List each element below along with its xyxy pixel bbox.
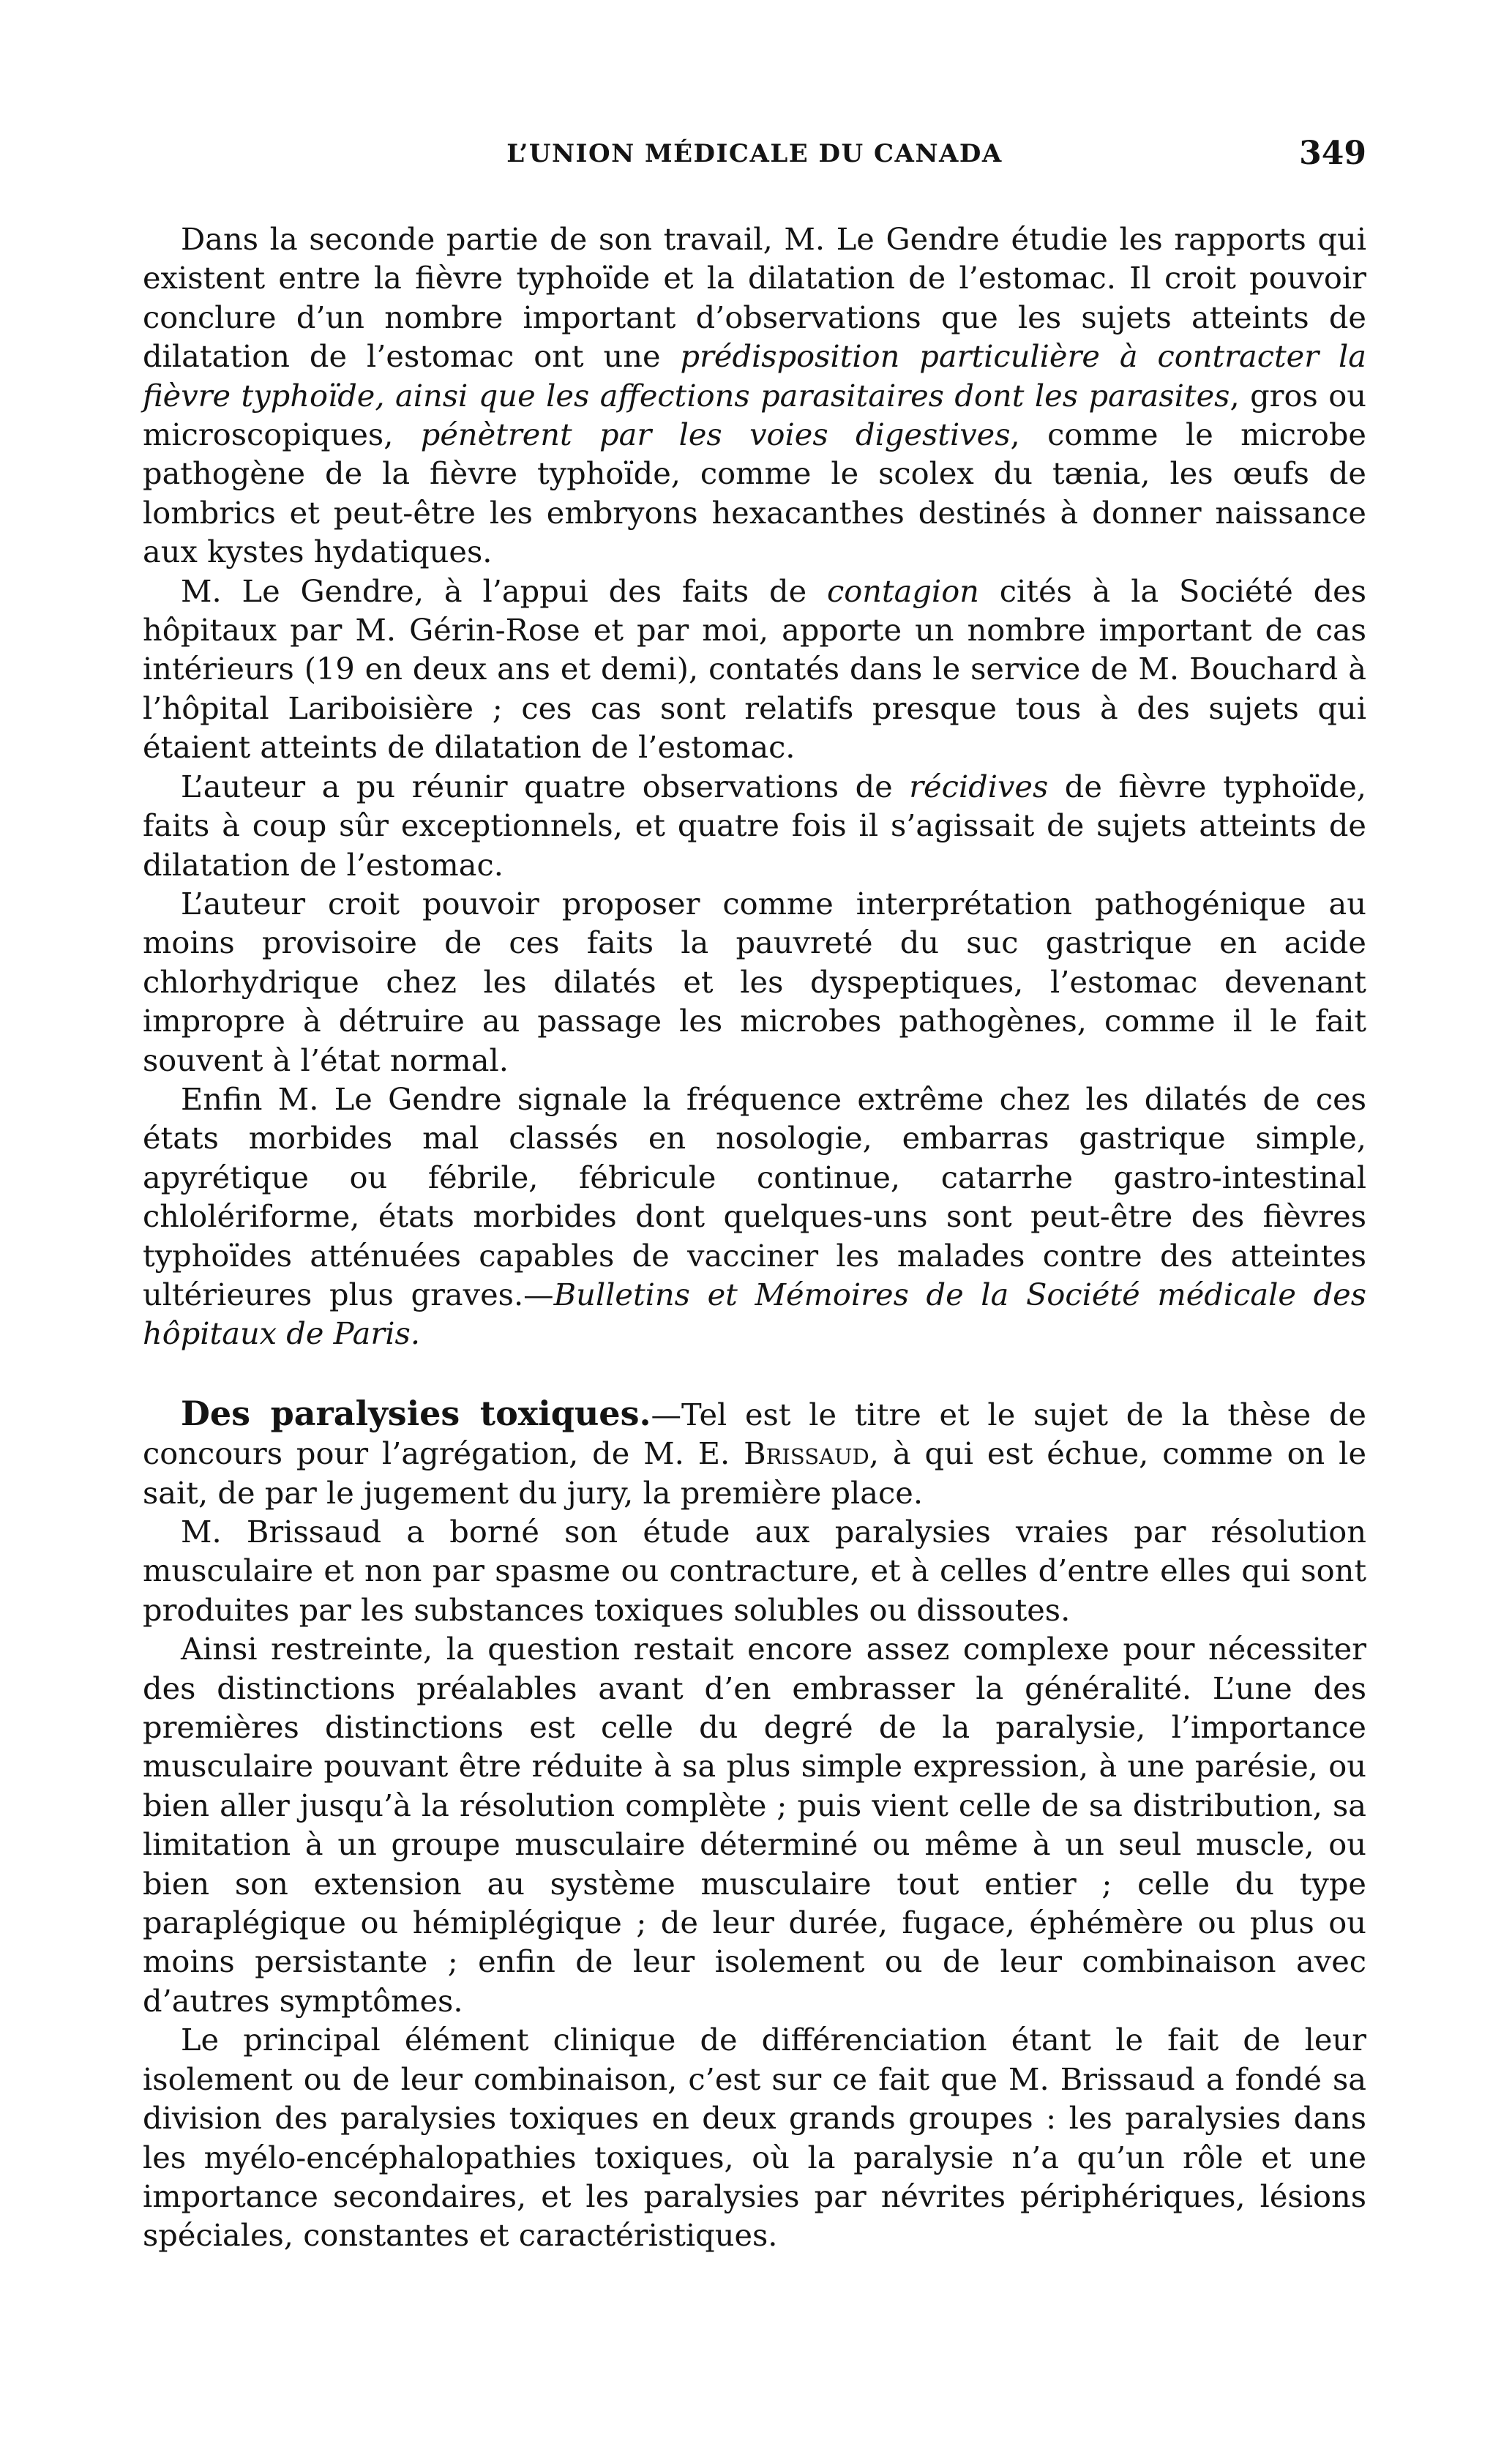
page-number: 349 [1299, 135, 1366, 172]
italic-run: contagion [826, 572, 979, 609]
paragraph [143, 1394, 1366, 1512]
text-run: cités à la Société des hôpitaux par M. Gérin-Rose et par moi, apporte un nombre important de cas intérieurs (19 en deux ans et demi), contatés dans le service de M. Bouchard à l’hôpital Lariboisière ; ces cas sont relatifs presque tous à des sujets qui étaient atteints de dilatation de l’estomac. [143, 572, 1367, 766]
text-run: de fièvre typhoïde, faits à coup sûr exceptionnels, et quatre fois il s’agissait de sujets atteints de dilatation de l’estomac. [143, 768, 1366, 883]
text-run: , à qui est échue, comme on le sait, de par le jugement du jury, la première place. [143, 1435, 1366, 1511]
paragraph: Ainsi restreinte, la question restait encore assez complexe pour nécessiter des distinctions préalables avant d’en embrasser la généralité. L’une des premières distinctions est celle du degré de la paralysie, l’importance musculaire pouvant être réduite à sa plus simple expression, à une parésie, ou bien aller jusqu’à la résolution complète ; puis vient celle de sa distribution, sa limitation à un groupe musculaire déterminé ou même à un seul muscle, ou bien son extension au système musculaire tout entier ; celle du type paraplégique ou hémiplégique ; de leur durée, fugace, éphémère ou plus ou moins persistante ; enfin de leur isolement ou de leur combinaison avec d’autres symptômes. [143, 1631, 1366, 2019]
italic-run: récidives [909, 768, 1049, 804]
text-run: L’auteur a pu réunir quatre observations de [181, 768, 910, 804]
section-heading: Des paralysies toxiques. [181, 1393, 651, 1433]
page [143, 135, 1367, 2255]
text-run: M. Le Gendre, à l’appui des faits de [181, 572, 827, 609]
section-gap [143, 1353, 1366, 1394]
text-run: Enfin M. Le Gendre signale la fréquence extrême chez les dilatés de ces états morbides mal classés en nosologie, embarras gastrique simple, apyrétique ou fébrile, fébricule continue, catarrhe gastro-intestinal chlolériforme, états morbides dont quelques-uns sont peut-être des fièvres typhoïdes atténuées capables de vacciner les malades contre des atteintes ultérieures plus graves.— [143, 1080, 1366, 1312]
article-le-gendre [143, 220, 1366, 1353]
paragraph [143, 1080, 1366, 1353]
paragraph [143, 767, 1366, 884]
running-title: L’UNION MÉDICALE DU CANADA [506, 139, 1003, 168]
italic-run: pénètrent par les voies digestives [420, 416, 1011, 453]
article-paralysies-toxiques [143, 1394, 1366, 2255]
text-run: Dans la seconde partie de son travail, M. Le Gendre étudie les rapports qui existent entre la fièvre typhoïde et la dilatation de l’estomac. Il croit pouvoir conclure d’un nombre important d’observations que les sujets atteints de dilatation de l’estomac ont une [143, 221, 1366, 375]
paragraph: L’auteur croit pouvoir proposer comme interprétation pathogénique au moins provisoire de ces faits la pauvreté du suc gastrique en acide chlorhydrique chez les dilatés et les dyspeptiques, l’estomac devenant impropre à détruire au passage les microbes pathogènes, comme il le fait souvent à l’état normal. [143, 885, 1366, 1078]
paragraph [143, 220, 1366, 572]
text-run: , comme le microbe pathogène de la fièvre typhoïde, comme le scolex du tænia, les œufs de lombrics et peut-être les embryons hexacanthes destinés à donner naissance aux kystes hydatiques. [143, 416, 1366, 570]
running-head [143, 135, 1366, 176]
paragraph: Le principal élément clinique de différenciation étant le fait de leur isolement ou de leur combinaison, c’est sur ce fait que M. Brissaud a fondé sa division des paralysies toxiques en deux grands groupes : les paralysies dans les myélo-encéphalopathies toxiques, où la paralysie n’a qu’un rôle et une importance secondaires, et les paralysies par névrites périphériques, lésions spéciales, constantes et caractéristiques. [143, 2022, 1366, 2254]
text-run: —Tel est le titre et le sujet de la thèse de concours pour l’agrégation, de M. E. [143, 1396, 1366, 1472]
text-run: , gros ou microscopiques, [143, 377, 1366, 453]
author-name: Brissaud [744, 1435, 869, 1472]
paragraph: M. Brissaud a borné son étude aux paralysies vraies par résolution musculaire et non par spasme ou contracture, et à celles d’entre elles qui sont produites par les substances toxiques solubles ou dissoutes. [143, 1514, 1366, 1628]
citation-italic: Bulletins et Mémoires de la Société médicale des hôpitaux de Paris. [143, 1276, 1366, 1352]
italic-run: prédisposition particulière à contracter la fièvre typhoïde, ainsi que les affections parasitaires dont les parasites [143, 338, 1366, 414]
paragraph [143, 572, 1366, 767]
